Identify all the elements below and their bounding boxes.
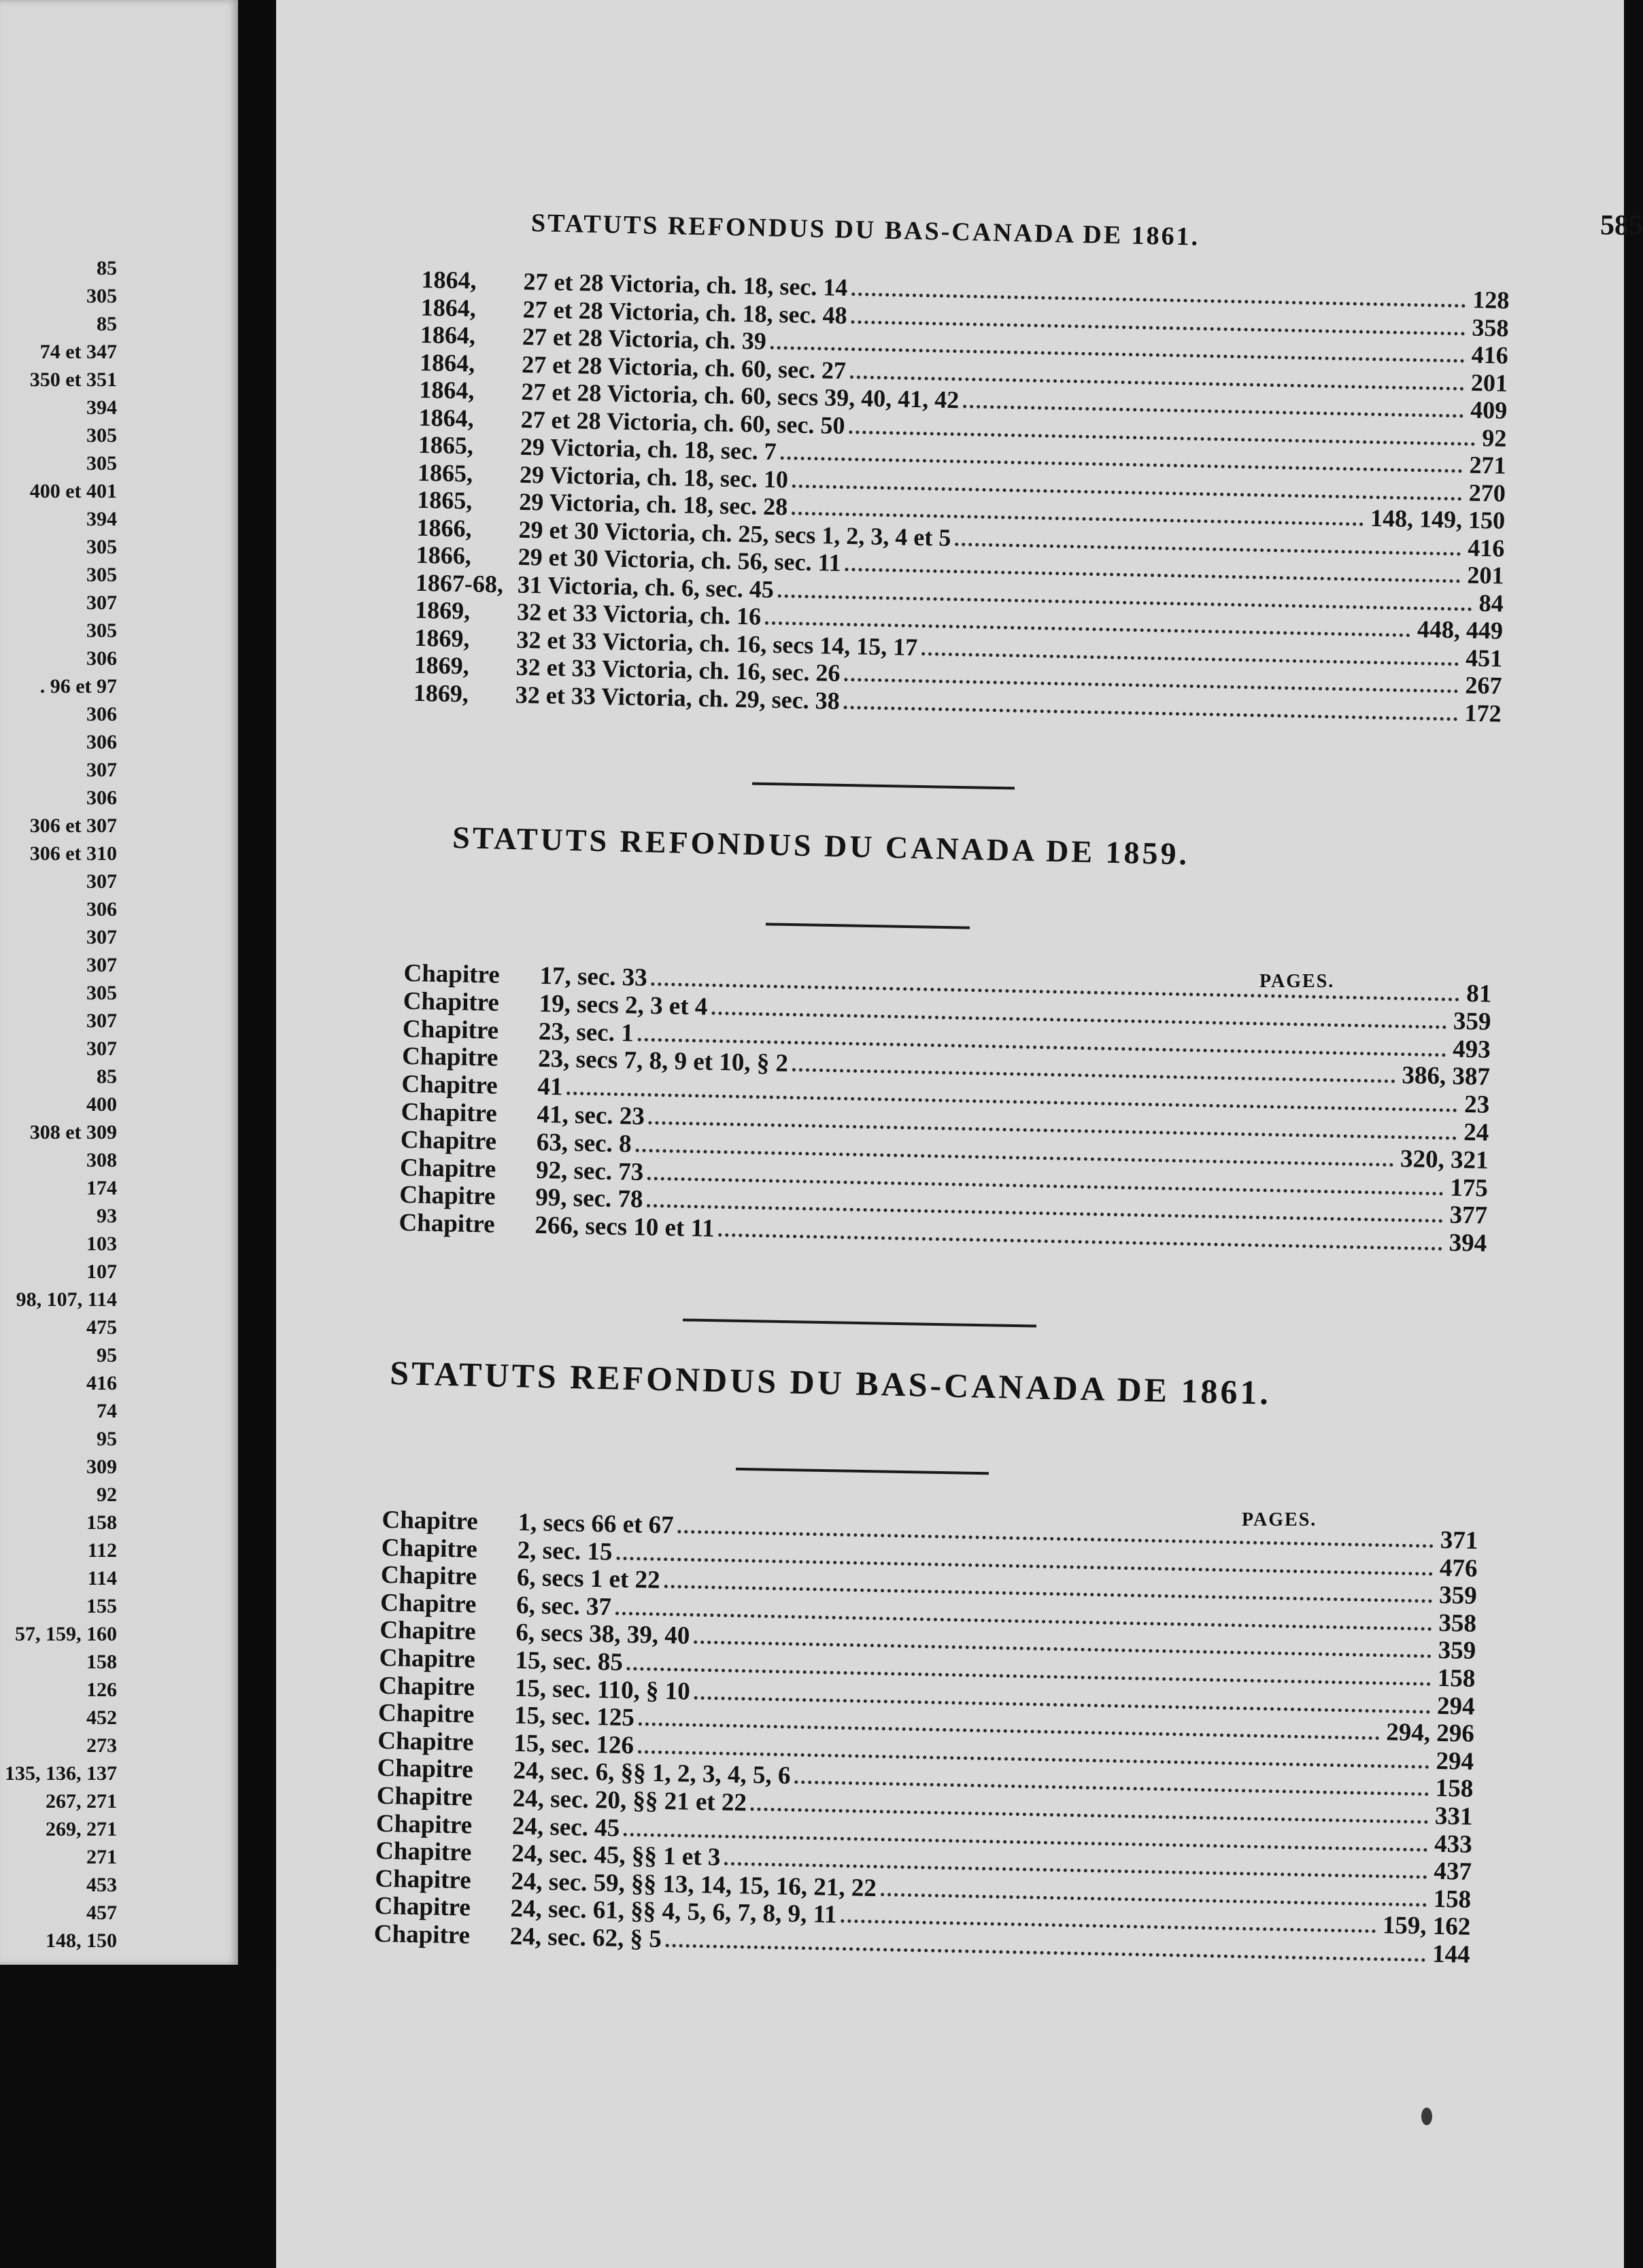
entry-chapter-label: Chapitre [378,1671,475,1702]
left-fragment-line: 107 [86,1260,117,1283]
dot-leader [718,1233,1442,1250]
entry-year: 1864, [419,348,475,377]
left-fragment-line: 74 [97,1400,117,1422]
page-reference: 433 [1434,1829,1473,1859]
left-fragment-line: 155 [86,1595,117,1617]
left-fragment-line: 114 [87,1567,117,1590]
section-title-canada-1859: STATUTS REFONDUS DU CANADA DE 1859. [452,819,1190,872]
left-fragment-line: 306 [86,647,117,670]
left-page-fragment [0,0,238,1965]
left-fragment-line: 307 [86,591,117,614]
entry-statute: 27 et 28 Victoria, ch. 60, sec. 27 [521,350,847,384]
left-fragment-line: 394 [86,396,117,419]
page-reference: 158 [1433,1885,1472,1914]
entry-chapter-ref: 6, sec. 37 [515,1591,612,1621]
entry-statute: 27 et 28 Victoria, ch. 60, secs 39, 40, 41, 42 [521,377,960,414]
entry-statute: 31 Victoria, ch. 6, sec. 45 [517,570,775,603]
page-reference: 437 [1434,1857,1472,1886]
entry-statute: 32 et 33 Victoria, ch. 16, secs 14, 15, 17 [516,625,918,661]
entry-chapter-label: Chapitre [401,1070,498,1100]
entry-chapter-ref: 63, sec. 8 [536,1128,632,1158]
left-fragment-line: 305 [86,982,117,1004]
entry-year: 1867-68, [415,568,504,598]
entry-chapter-ref: 1, secs 66 et 67 [518,1508,675,1540]
left-fragment-line: 475 [86,1316,117,1339]
page-reference: 294, 296 [1385,1718,1475,1749]
entry-chapter-label: Chapitre [399,1209,496,1239]
running-title: STATUTS REFONDUS DU BAS-CANADA DE 1861. [530,209,1200,252]
entry-chapter-ref: 15, sec. 110, § 10 [514,1674,691,1706]
entry-chapter-label: Chapitre [401,1042,498,1073]
page-reference: 175 [1449,1173,1489,1203]
entry-chapter-label: Chapitre [377,1726,474,1757]
entry-year: 1869, [414,596,471,625]
page-reference: 386, 387 [1402,1061,1491,1092]
right-page [276,0,1643,2268]
left-fragment-line: 306 et 307 [29,814,117,837]
entry-year: 1869, [414,623,470,652]
book-gutter [238,0,276,2268]
entry-year: 1869, [413,678,469,707]
entry-chapter-label: Chapitre [373,1919,471,1950]
page-reference: 358 [1438,1609,1477,1638]
page-reference: 84 [1478,589,1504,617]
left-fragment-line: 103 [86,1233,117,1255]
left-fragment-line: 307 [86,1037,117,1060]
page-reference: 271 [1469,451,1507,479]
entry-chapter-ref: 19, secs 2, 3 et 4 [539,989,708,1021]
entry-year: 1864, [420,293,477,322]
page-reference: 359 [1438,1581,1478,1611]
entry-statute: 27 et 28 Victoria, ch. 18, sec. 48 [522,295,847,329]
entry-chapter-label: Chapitre [399,1181,496,1212]
entry-chapter-label: Chapitre [380,1561,477,1591]
entry-chapter-label: Chapitre [400,1125,497,1156]
entry-chapter-ref: 41 [537,1072,563,1101]
page-reference: 371 [1440,1526,1478,1555]
entry-year: 1864, [419,375,475,405]
section-title-bas-canada-1861: STATUTS REFONDUS DU BAS-CANADA DE 1861. [389,1353,1272,1412]
entry-chapter-ref: 23, sec. 1 [538,1017,634,1048]
left-fragment-line: 305 [86,564,117,586]
entry-statute: 32 et 33 Victoria, ch. 29, sec. 38 [515,681,841,715]
left-fragment-line: 400 [86,1093,117,1116]
entry-chapter-label: Chapitre [379,1588,477,1619]
page-reference: 416 [1471,341,1509,369]
page-reference: 493 [1452,1035,1491,1064]
left-fragment-line: 95 [97,1344,117,1367]
page-reference: 294 [1436,1747,1474,1776]
left-fragment-line: 306 et 310 [29,842,117,865]
entry-statute: 29 Victoria, ch. 18, sec. 10 [519,460,789,493]
left-fragment-line: 416 [86,1372,117,1394]
entry-statute: 32 et 33 Victoria, ch. 16 [516,598,762,630]
page-reference: 294 [1436,1691,1476,1721]
entry-chapter-ref: 6, secs 1 et 22 [516,1564,660,1595]
entry-chapter-label: Chapitre [399,1153,496,1184]
left-fragment-line: . 96 et 97 [39,675,117,698]
entry-chapter-ref: 24, sec. 45, §§ 1 et 3 [511,1839,721,1872]
page-reference: 476 [1439,1553,1478,1583]
entry-chapter-ref: 15, sec. 125 [513,1701,635,1732]
page-reference: 144 [1432,1940,1470,1969]
page-reference: 159, 162 [1382,1911,1471,1942]
left-fragment-line: 271 [86,1846,117,1868]
section-divider [766,923,970,929]
page-reference: 320, 321 [1400,1144,1489,1175]
entry-year: 1866, [416,540,472,570]
left-fragment-line: 95 [97,1428,117,1450]
page-reference: 416 [1467,534,1505,562]
page-reference: 201 [1470,368,1508,397]
left-fragment-line: 400 et 401 [29,480,117,502]
page-reference: 359 [1438,1636,1476,1666]
page-reference: 358 [1472,313,1509,342]
left-fragment-line: 85 [97,1065,117,1088]
left-fragment-line: 305 [86,285,117,307]
entry-chapter-ref: 24, sec. 61, §§ 4, 5, 6, 7, 8, 9, 11 [510,1895,837,1929]
left-fragment-line: 309 [86,1456,117,1478]
page-reference: 448, 449 [1417,615,1504,645]
page-reference: 172 [1464,699,1502,727]
left-fragment-line: 305 [86,619,117,642]
page-reference: 409 [1470,396,1508,424]
entry-statute: 32 et 33 Victoria, ch. 16, sec. 26 [515,653,841,687]
entry-year: 1864, [420,320,476,349]
entry-statute: 27 et 28 Victoria, ch. 39 [522,322,767,355]
entry-chapter-ref: 6, secs 38, 39, 40 [515,1619,690,1651]
entry-chapter-label: Chapitre [375,1837,472,1867]
left-fragment-line: 135, 136, 137 [5,1762,117,1785]
left-fragment-line: 306 [86,787,117,809]
entry-statute: 29 et 30 Victoria, ch. 56, sec. 11 [518,543,842,577]
entry-statute: 29 et 30 Victoria, ch. 25, secs 1, 2, 3, 4 et 5 [518,515,951,551]
left-fragment-line: 269, 271 [46,1818,117,1840]
page-reference: 24 [1463,1118,1489,1147]
left-fragment-line: 307 [86,926,117,948]
entry-statute: 27 et 28 Victoria, ch. 18, sec. 14 [523,267,848,302]
left-fragment-line: 273 [86,1734,117,1757]
page-reference: 148, 149, 150 [1370,504,1506,534]
pages-column-label: PAGES. [1259,971,1335,992]
left-fragment-line: 307 [86,870,117,893]
entry-chapter-ref: 41, sec. 23 [537,1100,645,1131]
left-fragment-line: 305 [86,452,117,475]
page-reference: 331 [1434,1802,1473,1831]
entry-chapter-ref: 24, sec. 6, §§ 1, 2, 3, 4, 5, 6 [513,1757,791,1790]
section-divider [736,1468,989,1475]
page-reference: 158 [1437,1664,1476,1693]
section-divider [752,783,1015,790]
ink-mark [1421,2108,1432,2125]
entry-year: 1865, [417,458,473,487]
page-header [531,203,1643,250]
left-fragment-line: 308 [86,1149,117,1171]
entry-chapter-ref: 266, secs 10 et 11 [535,1211,715,1243]
entry-chapter-label: Chapitre [377,1754,474,1784]
entry-chapter-label: Chapitre [402,1014,499,1045]
left-fragment-line: 98, 107, 114 [16,1288,117,1311]
left-fragment-line: 307 [86,1010,117,1032]
left-fragment-line: 267, 271 [46,1790,117,1812]
entry-chapter-label: Chapitre [379,1643,476,1674]
left-fragment-line: 92 [97,1483,117,1506]
left-fragment-line: 148, 150 [46,1929,117,1952]
page-reference: 359 [1453,1007,1491,1036]
page-reference: 267 [1465,671,1502,700]
entry-chapter-label: Chapitre [381,1533,478,1564]
page-reference: 394 [1449,1228,1487,1258]
left-fragment-line: 57, 159, 160 [15,1623,117,1645]
left-fragment-line: 306 [86,703,117,725]
entry-year: 1866, [416,513,472,542]
left-fragment-line: 307 [86,759,117,781]
page-reference: 81 [1466,980,1492,1008]
left-fragment-line: 85 [97,257,117,279]
page-reference: 23 [1463,1090,1490,1119]
page-reference: 451 [1465,644,1503,672]
entry-chapter-label: Chapitre [379,1616,476,1647]
entry-chapter-ref: 23, secs 7, 8, 9 et 10, § 2 [537,1045,789,1078]
left-fragment-line: 453 [86,1874,117,1896]
left-fragment-line: 457 [86,1902,117,1924]
bas-canada-1861-chapters-list [374,1505,1478,1968]
entry-chapter-label: Chapitre [376,1781,473,1812]
left-fragment-line: 394 [86,508,117,530]
scan-background [0,1965,276,2268]
entry-chapter-label: Chapitre [377,1699,475,1729]
entry-statute: 29 Victoria, ch. 18, sec. 28 [518,487,788,521]
entry-year: 1864, [421,265,477,294]
dot-leader [666,1944,1425,1961]
left-fragment-line: 452 [86,1706,117,1729]
entry-chapter-ref: 24, sec. 59, §§ 13, 14, 15, 16, 21, 22 [511,1867,877,1902]
left-fragment-line: 74 et 347 [39,341,117,363]
entry-chapter-ref: 2, sec. 15 [517,1536,613,1566]
left-fragment-line: 308 et 309 [29,1121,117,1144]
entry-chapter-label: Chapitre [375,1809,473,1840]
entry-chapter-ref: 24, sec. 45 [511,1812,620,1842]
left-fragment-line: 85 [97,313,117,335]
entry-chapter-ref: 15, sec. 126 [513,1729,634,1759]
left-fragment-line: 305 [86,424,117,447]
entry-statute: 27 et 28 Victoria, ch. 60, sec. 50 [520,405,845,439]
entry-year: 1865, [418,430,474,460]
left-fragment-line: 350 et 351 [29,368,117,391]
left-fragment-line: 126 [86,1679,117,1701]
left-fragment-line: 174 [86,1177,117,1199]
entry-chapter-label: Chapitre [401,1097,498,1128]
page-reference: 201 [1467,561,1504,589]
entry-chapter-label: Chapitre [403,986,500,1017]
entry-chapter-label: Chapitre [403,959,501,989]
page-reference: 377 [1449,1201,1488,1231]
entry-chapter-ref: 99, sec. 78 [535,1184,643,1214]
entry-year: 1864, [418,403,475,432]
left-fragment-line: 158 [86,1511,117,1534]
left-fragment-line: 158 [86,1651,117,1673]
left-page-index-fragments [0,254,117,1955]
entry-chapter-ref: 24, sec. 20, §§ 21 et 22 [512,1784,747,1817]
pages-column-label: PAGES. [1242,1509,1317,1530]
entry-chapter-ref: 17, sec. 33 [539,961,648,992]
left-fragment-line: 112 [87,1539,117,1562]
entry-chapter-label: Chapitre [374,1892,471,1922]
page-reference: 92 [1482,424,1507,452]
entry-chapter-label: Chapitre [382,1505,479,1536]
page-reference: 158 [1435,1774,1474,1804]
entry-chapter-ref: 15, sec. 85 [515,1646,624,1677]
entry-year: 1865, [416,485,473,515]
section-divider [683,1318,1036,1327]
page-number: 585 [1600,210,1643,241]
entry-year: 1869, [413,651,470,680]
victoria-statutes-list [413,265,1510,727]
entry-chapter-ref: 24, sec. 62, § 5 [509,1922,662,1953]
page-reference: 128 [1472,286,1510,314]
left-fragment-line: 93 [97,1205,117,1227]
dot-leader [843,706,1457,721]
page-reference: 270 [1468,479,1506,507]
entry-statute: 29 Victoria, ch. 18, sec. 7 [520,432,777,466]
left-fragment-line: 305 [86,536,117,558]
entry-chapter-label: Chapitre [375,1864,471,1895]
left-fragment-line: 306 [86,898,117,921]
left-fragment-line: 307 [86,954,117,976]
entry-chapter-ref: 92, sec. 73 [535,1156,644,1186]
left-fragment-line: 306 [86,731,117,753]
canada-1859-chapters-list [399,959,1492,1257]
